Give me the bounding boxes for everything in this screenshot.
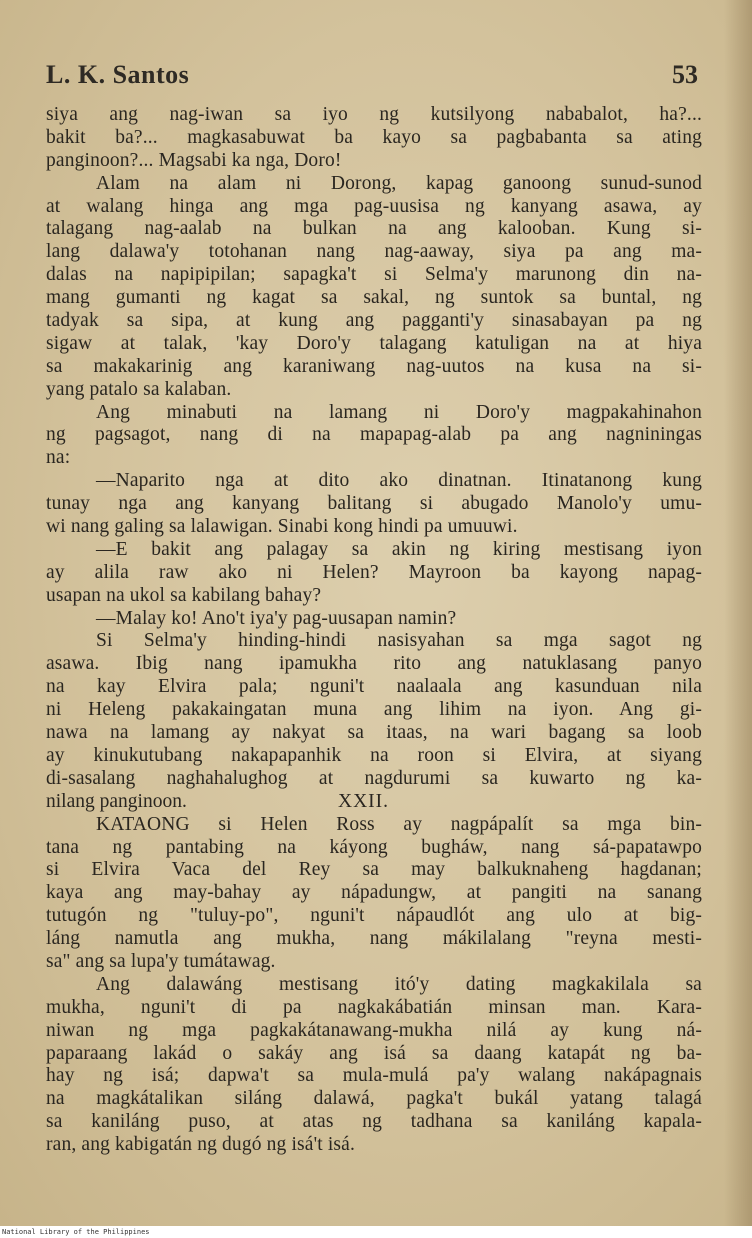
chapter-line bbox=[46, 791, 702, 814]
text-line: asawa. Ibig nang ipamukha rito ang natuklasang panyo bbox=[46, 653, 702, 675]
text-line: niwan ng mga pagkakátanawang-mukha nilá ay kung ná- bbox=[46, 1019, 702, 1041]
text-line: na kay Elvira pala; nguni't naalaala ang kasunduan nila bbox=[46, 676, 702, 698]
text-line: —Naparito nga at dito ako dinatnan. Itinatanong kung bbox=[96, 470, 702, 492]
text-line: mang gumanti ng kagat sa sakal, ng suntok sa buntal, ng bbox=[46, 287, 702, 309]
text-line: Si Selma'y hinding-hindi nasisyahan sa mga sagot ng bbox=[96, 630, 702, 652]
text-line: talagang nag-aalab na bulkan na ang kalooban. Kung si- bbox=[46, 218, 702, 240]
text-line: di-sasalang naghahalughog at nagdurumi sa kuwarto ng ka- bbox=[46, 767, 702, 789]
text-line: —Malay ko! Ano't iya'y pag-uusapan namin? bbox=[96, 607, 457, 629]
text-line: kaya ang may-bahay ay nápadungw, at pangiti na sanang bbox=[46, 882, 702, 904]
text-line: ng pagsagot, nang di na mapapag-alab pa ang nagniningas bbox=[46, 424, 702, 446]
text-line: nawa na lamang ay nakyat sa itaas, na wari bagang sa loob bbox=[46, 722, 702, 744]
text-line: hay ng isá; dapwa't sa mula-mulá pa'y walang nakápagnais bbox=[46, 1065, 702, 1087]
page-number: 53 bbox=[672, 60, 698, 89]
text-line: ay kinukutubang nakapapanhik na roon si Elvira, at siyang bbox=[46, 744, 702, 766]
text-line: Ang dalawáng mestisang itó'y dating magkakilala sa bbox=[96, 973, 702, 995]
body-text bbox=[46, 104, 702, 1157]
text-line: bakit ba?... magkasabuwat ba kayo sa pagbabanta sa ating bbox=[46, 126, 702, 148]
running-head: L. K. Santos bbox=[46, 60, 190, 89]
page-header bbox=[46, 60, 698, 94]
text-line: ran, ang kabigatán ng dugó ng isá't isá. bbox=[46, 1134, 355, 1156]
text-line: Ang minabuti na lamang ni Doro'y magpakahinahon bbox=[96, 401, 702, 423]
body-paragraphs bbox=[46, 104, 702, 791]
text-line: KATAONG si Helen Ross ay nagpápalít sa mga bin- bbox=[96, 813, 702, 835]
text-line: dalas na napipipilan; sapagka't si Selma'y marunong din na- bbox=[46, 264, 702, 286]
chapter-paragraphs bbox=[46, 814, 702, 1157]
footer bbox=[0, 1226, 752, 1238]
text-line: tadyak sa sipa, at kung ang pagganti'y sinasabayan pa ng bbox=[46, 310, 702, 332]
chapter-heading: XXII. bbox=[338, 790, 390, 812]
text-line: ni Heleng pakakaingatan muna ang lihim na iyon. Ang gi- bbox=[46, 699, 702, 721]
text-line: mukha, nguni't di pa nagkakábatián minsan man. Kara- bbox=[46, 996, 702, 1018]
text-line: sa makakarinig ang karaniwang nag-uutos na kusa na si- bbox=[46, 355, 702, 377]
text-line: si Elvira Vaca del Rey sa may balkuknaheng hagdanan; bbox=[46, 859, 702, 881]
text-line: —E bakit ang palagay sa akin ng kiring mestisang iyon bbox=[96, 538, 702, 560]
text-line: tunay nga ang kanyang balitang si abugado Manolo'y umu- bbox=[46, 493, 702, 515]
text-line: yang patalo sa kalaban. bbox=[46, 378, 232, 400]
text-line: lang dalawa'y totohanan nang nag-aaway, siya pa ang ma- bbox=[46, 241, 702, 263]
text-line: sigaw at talak, 'kay Doro'y talagang katuligan na at hiya bbox=[46, 332, 702, 354]
text-line: usapan na ukol sa kabilang bahay? bbox=[46, 584, 322, 606]
text-line: siya ang nag-iwan sa iyo ng kutsilyong nababalot, ha?... bbox=[46, 104, 702, 125]
text-line: láng namutla ang mukha, nang mákilalang "reyna mesti- bbox=[46, 928, 702, 950]
text-line: sa" ang sa lupa'y tumátawag. bbox=[46, 950, 276, 972]
text-line: nilang panginoon. bbox=[46, 790, 187, 812]
text-line: na magkátalikan siláng dalawá, pagka't bukál yatang talagá bbox=[46, 1088, 702, 1110]
text-line: at walang hinga ang mga pag-uusisa ng kanyang asawa, ay bbox=[46, 195, 702, 217]
text-line: tutugón ng "tuluy-po", nguni't nápaudlót ang ulo at big- bbox=[46, 905, 702, 927]
text-line: sa kaniláng puso, at atas ng tadhana sa kaniláng kapala- bbox=[46, 1111, 702, 1133]
text-line: Alam na alam ni Dorong, kapag ganoong sunud-sunod bbox=[96, 172, 702, 194]
text-line: ay alila raw ako ni Helen? Mayroon ba kayong napag- bbox=[46, 561, 702, 583]
library-credit: National Library of the Philippines bbox=[2, 1228, 150, 1236]
page-edge-shadow bbox=[724, 0, 752, 1226]
text-line: na: bbox=[46, 447, 71, 469]
text-line: panginoon?... Magsabi ka nga, Doro! bbox=[46, 149, 342, 171]
text-line: tana ng pantabing na káyong bugháw, nang sá-papatawpo bbox=[46, 836, 702, 858]
text-line: paparaang lakád o sakáy ang isá sa daang katapát ng ba- bbox=[46, 1042, 702, 1064]
text-line: wi nang galing sa lalawigan. Sinabi kong hindi pa umuuwi. bbox=[46, 516, 518, 538]
